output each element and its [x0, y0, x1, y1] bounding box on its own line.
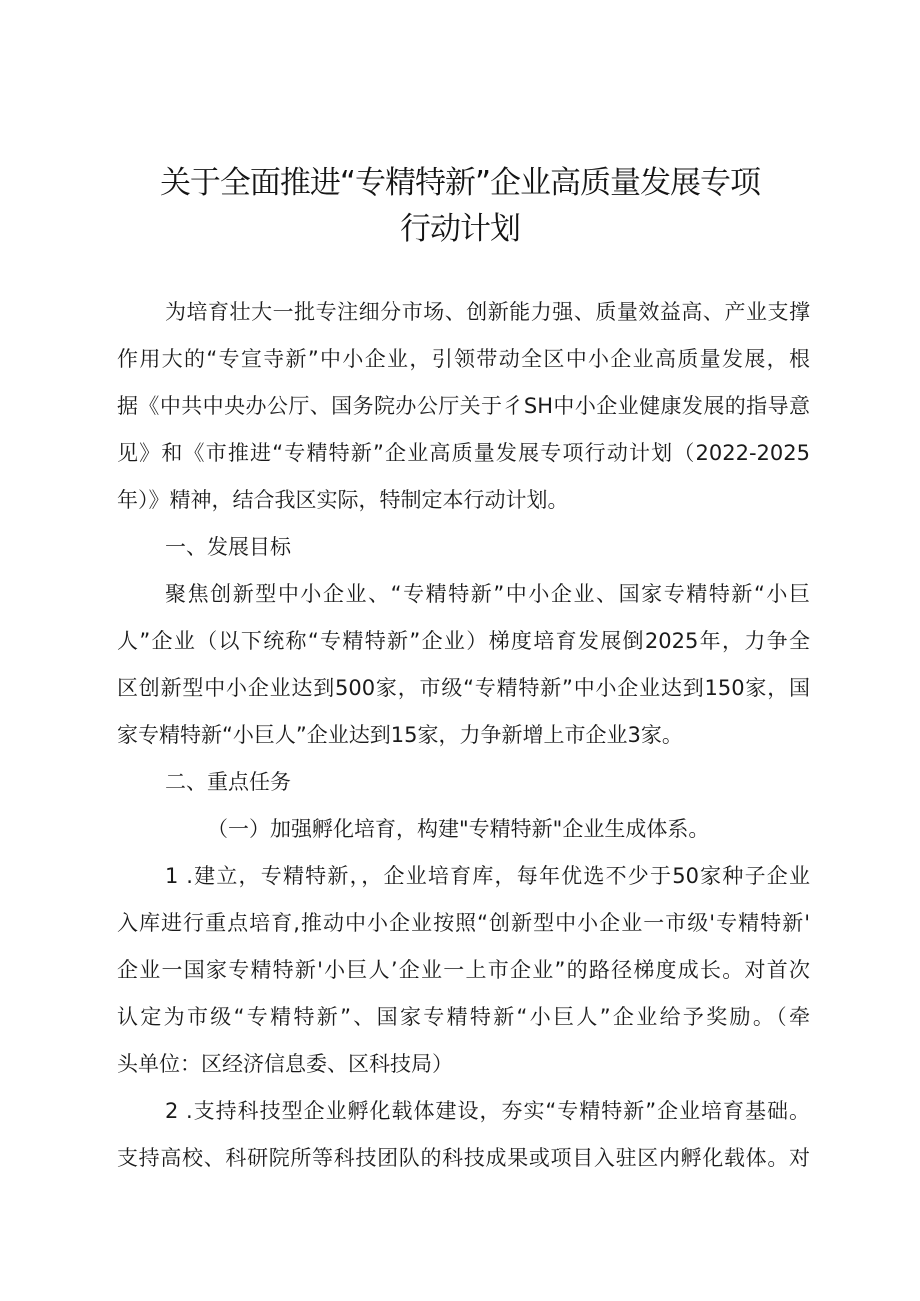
- item2-line: 支持高校、科研院所等科技团队的科技成果或项目入驻区内孵化载体。对: [117, 1146, 810, 1170]
- subsection-heading-incubation: （一）加强孵化培育，构建"专精特新"企业生成体系。: [207, 817, 710, 841]
- goals-line: 聚焦创新型中小企业、“专精特新”中小企业、国家专精特新“小巨: [165, 582, 810, 606]
- item1-line: 认定为市级“专精特新”、国家专精特新“小巨人”企业给予奖励。（牵: [117, 1005, 810, 1029]
- item1-line: 1 .建立，专精特新，，企业培育库，每年优选不少于50家种子企业: [165, 864, 810, 888]
- section-heading-tasks: 二、重点任务: [165, 770, 291, 794]
- intro-line: 年）》精神，结合我区实际，特制定本行动计划。: [117, 488, 569, 512]
- section-heading-goals: 一、发展目标: [165, 535, 291, 559]
- item2-line: 2 .支持科技型企业孵化载体建设，夯实“专精特新”企业培育基础。: [165, 1099, 810, 1123]
- document-title-line-1: 关于全面推进“专精特新”企业高质量发展专项: [159, 165, 761, 201]
- intro-line: 为培育壮大一批专注细分市场、创新能力强、质量效益高、产业支撑: [165, 300, 810, 324]
- intro-line: 见》和《市推进“专精特新”企业高质量发展专项行动计划（2022-2025: [117, 441, 810, 465]
- item1-line: 入库进行重点培育,推动中小企业按照“创新型中小企业一市级'专精特新': [117, 911, 810, 935]
- goals-line: 人”企业（以下统称“专精特新”企业）梯度培育发展倒2025年，力争全: [117, 629, 810, 653]
- intro-line: 作用大的“专宣寺新”中小企业，引领带动全区中小企业高质量发展，根: [117, 347, 810, 371]
- intro-line: 据《中共中央办公厅、国务院办公厅关于彳SH中小企业健康发展的指导意: [117, 394, 810, 418]
- item1-line: 企业一国家专精特新'小巨人’企业一上市企业”的路径梯度成长。对首次: [117, 958, 810, 982]
- item1-line: 头单位：区经济信息委、区科技局）: [117, 1052, 453, 1076]
- goals-line: 家专精特新“小巨人”企业达到15家，力争新增上市企业3家。: [117, 723, 683, 747]
- goals-line: 区创新型中小企业达到500家，市级“专精特新”中小企业达到150家，国: [117, 676, 810, 700]
- document-title-line-2: 行动计划: [400, 211, 520, 247]
